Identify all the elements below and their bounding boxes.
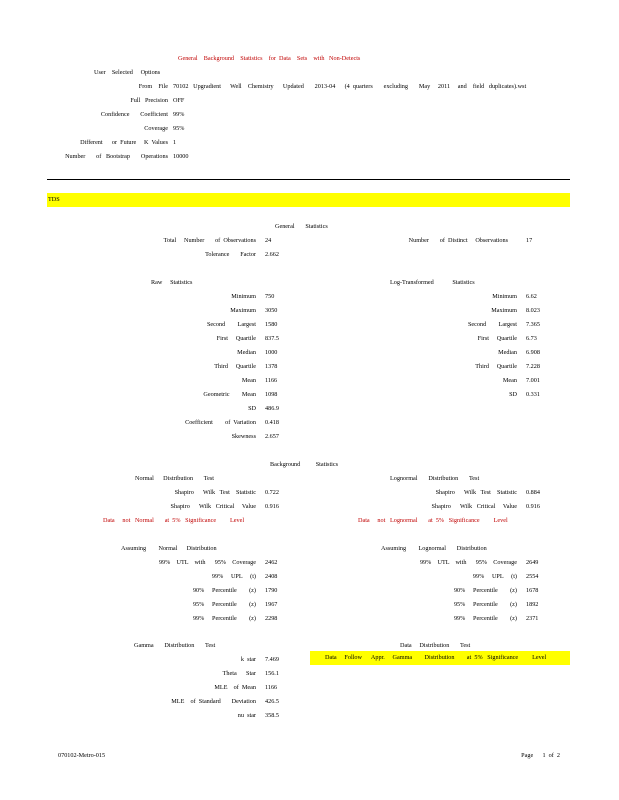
report-title: General Background Statistics for Data Sets with Non-Detects bbox=[178, 55, 361, 62]
stat-value: 1000 bbox=[265, 349, 278, 356]
stat-value: 156.1 bbox=[265, 670, 279, 677]
distinct-observations-label: Number of Distinct Observations bbox=[408, 237, 508, 244]
stat-value: 0.916 bbox=[265, 503, 279, 510]
stat-value: 1967 bbox=[265, 601, 278, 608]
data-distribution-heading: Data Distribution Test bbox=[400, 642, 471, 649]
stat-value: 1098 bbox=[265, 391, 278, 398]
option-label-confidence: Confidence Coefficient bbox=[100, 111, 168, 118]
stat-label: 99% UTL with 95% Coverage bbox=[419, 559, 517, 566]
stat-label: Third Quartile bbox=[475, 363, 517, 370]
option-value-coverage: 95% bbox=[173, 125, 185, 132]
stat-label: Coefficient of Variation bbox=[185, 419, 256, 426]
stat-value: 0.722 bbox=[265, 489, 279, 496]
stat-value: 0.916 bbox=[526, 503, 540, 510]
total-observations-label: Total Number of Observations bbox=[163, 237, 256, 244]
section-divider bbox=[47, 179, 570, 180]
distinct-observations-value: 17 bbox=[526, 237, 533, 244]
total-observations-value: 24 bbox=[265, 237, 272, 244]
stat-value: 2462 bbox=[265, 559, 278, 566]
stat-value: 7.469 bbox=[265, 656, 279, 663]
stat-label: k star bbox=[240, 656, 256, 663]
stat-label: MLE of Standard Deviation bbox=[171, 698, 256, 705]
general-statistics-heading: General Statistics bbox=[275, 223, 328, 230]
user-selected-options-label: User Selected Options bbox=[94, 69, 161, 76]
stat-label: Second Largest bbox=[467, 321, 517, 328]
stat-value: 1166 bbox=[265, 684, 278, 691]
stat-value: 1678 bbox=[526, 587, 539, 594]
option-value-confidence: 99% bbox=[173, 111, 185, 118]
stat-value: 0.418 bbox=[265, 419, 279, 426]
stat-value: 7.228 bbox=[526, 363, 540, 370]
stat-label: 95% Percentile (z) bbox=[192, 601, 256, 608]
option-value-k-values: 1 bbox=[173, 139, 177, 146]
stat-value: 6.62 bbox=[526, 293, 537, 300]
stat-label: 95% Percentile (z) bbox=[453, 601, 517, 608]
stat-label: SD bbox=[509, 391, 517, 398]
stat-value: 7.365 bbox=[526, 321, 540, 328]
stat-label: First Quartile bbox=[477, 335, 517, 342]
stat-value: 8.023 bbox=[526, 307, 540, 314]
assuming-lognormal-heading: Assuming Lognormal Distribution bbox=[381, 545, 487, 552]
stat-label: Theta Star bbox=[222, 670, 256, 677]
option-value-bootstrap: 10000 bbox=[173, 153, 189, 160]
option-value-file: 70102 Upgradient Well Chemistry Updated 2013-04 (4 quarters excluding May 2011 and field duplicates).wst bbox=[173, 83, 527, 90]
raw-statistics-heading: Raw Statistics bbox=[151, 279, 193, 286]
stat-label: Median bbox=[498, 349, 517, 356]
stat-value: 837.5 bbox=[265, 335, 279, 342]
stat-label: SD bbox=[248, 405, 256, 412]
stat-label: Shapiro Wilk Test Statistic bbox=[174, 489, 256, 496]
stat-value: 358.5 bbox=[265, 712, 279, 719]
assuming-normal-heading: Assuming Normal Distribution bbox=[121, 545, 217, 552]
stat-label: Shapiro Wilk Critical Value bbox=[170, 503, 256, 510]
stat-label: 99% UTL with 95% Coverage bbox=[158, 559, 256, 566]
stat-value: 2298 bbox=[265, 615, 278, 622]
stat-label: nu star bbox=[237, 712, 256, 719]
stat-label: 99% UPL (t) bbox=[211, 573, 256, 580]
data-distribution-band bbox=[310, 651, 570, 665]
stat-value: 2371 bbox=[526, 615, 539, 622]
stat-value: 750 bbox=[265, 293, 275, 300]
variable-band bbox=[47, 193, 570, 207]
stat-value: 0.884 bbox=[526, 489, 540, 496]
normal-test-heading: Normal Distribution Test bbox=[135, 475, 215, 482]
stat-value: 1892 bbox=[526, 601, 539, 608]
footer-page-number: Page 1 of 2 bbox=[521, 752, 560, 759]
data-distribution-result: Data Follow Appr. Gamma Distribution at 5% Significance Level bbox=[325, 654, 547, 661]
option-label-precision: Full Precision bbox=[130, 97, 168, 104]
stat-label: 99% Percentile (z) bbox=[192, 615, 256, 622]
option-label-bootstrap: Number of Bootstrap Operations bbox=[65, 153, 168, 160]
stat-value: 6.908 bbox=[526, 349, 540, 356]
stat-label: 90% Percentile (z) bbox=[192, 587, 256, 594]
stat-value: 3050 bbox=[265, 307, 278, 314]
option-value-precision: OFF bbox=[173, 97, 185, 104]
stat-label: Geometric Mean bbox=[203, 391, 256, 398]
background-statistics-heading: Background Statistics bbox=[270, 461, 339, 468]
stat-label: Shapiro Wilk Critical Value bbox=[431, 503, 517, 510]
stat-value: 0.331 bbox=[526, 391, 540, 398]
lognormal-test-heading: Lognormal Distribution Test bbox=[390, 475, 480, 482]
gamma-test-heading: Gamma Distribution Test bbox=[134, 642, 216, 649]
lognormal-test-conclusion: Data not Lognormal at 5% Significance Level bbox=[358, 517, 508, 524]
stat-label: Skewness bbox=[231, 433, 256, 440]
stat-label: Minimum bbox=[492, 293, 517, 300]
stat-value: 426.5 bbox=[265, 698, 279, 705]
normal-test-conclusion: Data not Normal at 5% Significance Level bbox=[103, 517, 245, 524]
stat-label: 90% Percentile (z) bbox=[453, 587, 517, 594]
stat-value: 2408 bbox=[265, 573, 278, 580]
stat-label: Second Largest bbox=[206, 321, 256, 328]
stat-label: Mean bbox=[241, 377, 256, 384]
footer-document-id: 070102-Metro-015 bbox=[58, 752, 106, 759]
stat-value: 1580 bbox=[265, 321, 278, 328]
option-label-file: From File bbox=[138, 83, 168, 90]
stat-label: Minimum bbox=[231, 293, 256, 300]
stat-label: 99% Percentile (z) bbox=[453, 615, 517, 622]
variable-name: TDS bbox=[48, 196, 60, 203]
stat-label: Maximum bbox=[491, 307, 517, 314]
stat-value: 486.9 bbox=[265, 405, 279, 412]
stat-value: 2.657 bbox=[265, 433, 279, 440]
stat-value: 7.001 bbox=[526, 377, 540, 384]
stat-label: 99% UPL (t) bbox=[472, 573, 517, 580]
stat-value: 2649 bbox=[526, 559, 539, 566]
stat-label: Mean bbox=[502, 377, 517, 384]
tolerance-factor-label: Tolerance Factor bbox=[205, 251, 256, 258]
stat-value: 1790 bbox=[265, 587, 278, 594]
stat-label: First Quartile bbox=[216, 335, 256, 342]
option-label-k-values: Different or Future K Values bbox=[80, 139, 168, 146]
stat-label: Median bbox=[237, 349, 256, 356]
stat-value: 2554 bbox=[526, 573, 539, 580]
stat-label: Maximum bbox=[230, 307, 256, 314]
stat-value: 6.73 bbox=[526, 335, 537, 342]
stat-value: 1166 bbox=[265, 377, 278, 384]
tolerance-factor-value: 2.662 bbox=[265, 251, 279, 258]
stat-label: Third Quartile bbox=[214, 363, 256, 370]
option-label-coverage: Coverage bbox=[144, 125, 168, 132]
stat-value: 1378 bbox=[265, 363, 278, 370]
log-statistics-heading: Log-Transformed Statistics bbox=[390, 279, 475, 286]
stat-label: MLE of Mean bbox=[214, 684, 256, 691]
stat-label: Shapiro Wilk Test Statistic bbox=[435, 489, 517, 496]
